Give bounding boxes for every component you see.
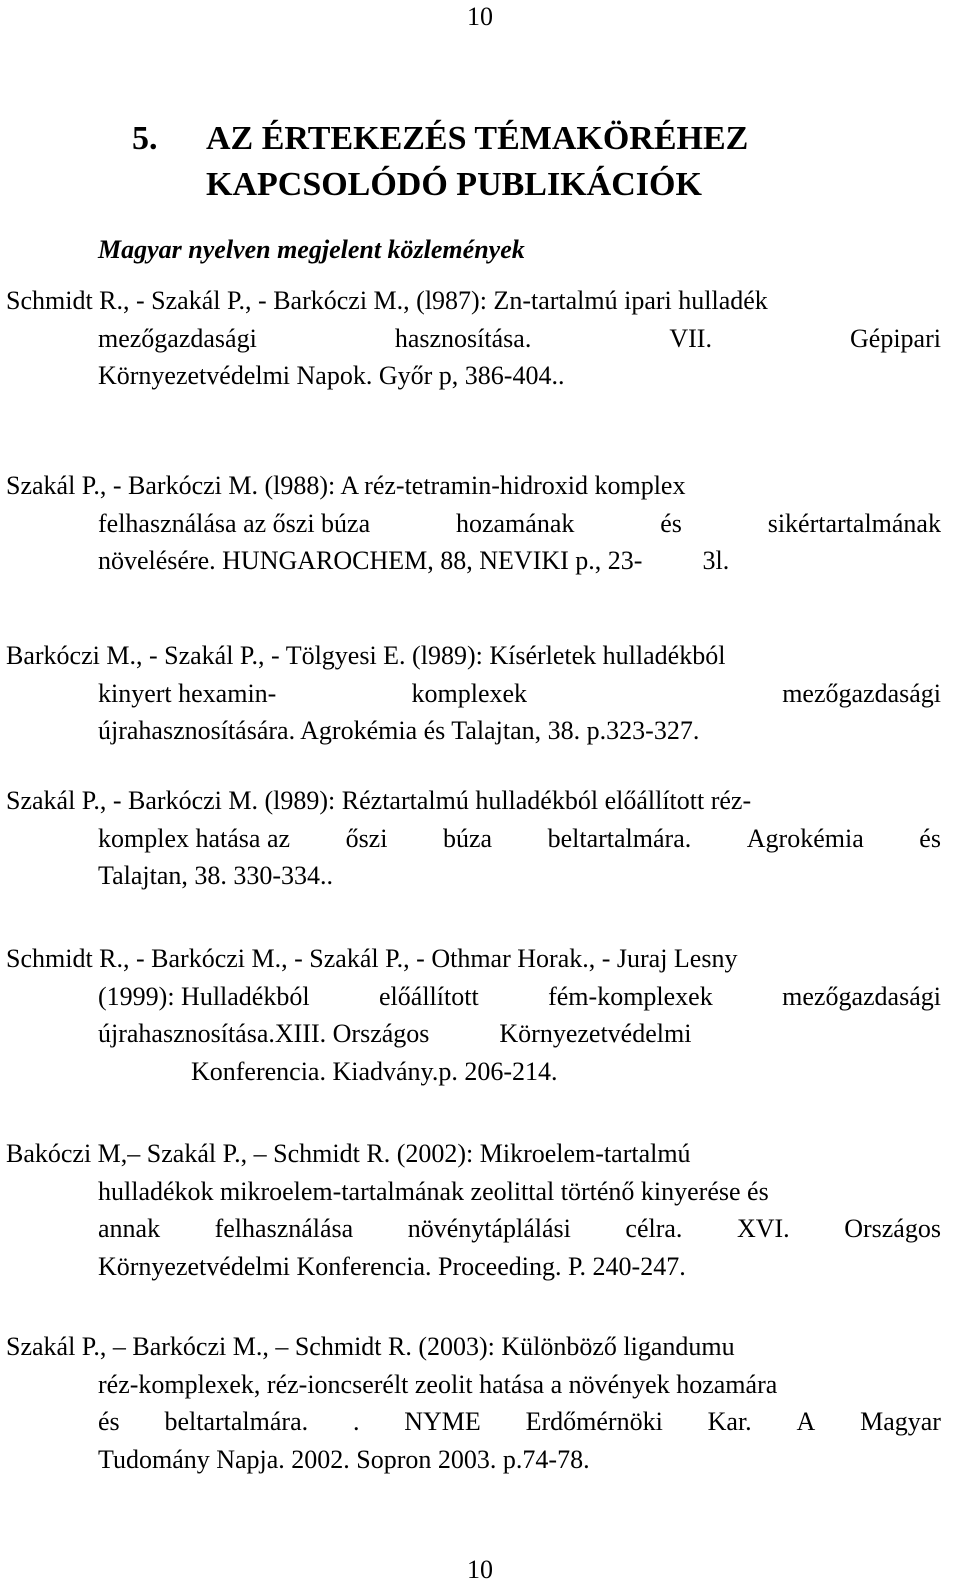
reference-line [6, 1248, 941, 1286]
reference-entry [6, 467, 941, 580]
reference-line [6, 1328, 941, 1366]
reference-line [6, 467, 941, 505]
reference-text: hasznosítása. [394, 323, 532, 353]
reference-text: réz-komplexek, réz-ioncserélt zeolit hatása a növények hozamára [98, 1369, 778, 1399]
reference-text: fém-komplexek [548, 981, 713, 1011]
reference-text: hulladékok mikroelem-tartalmának zeolittal történő kinyerése és [98, 1176, 769, 1206]
reference-text: felhasználása az őszi búza [98, 508, 371, 538]
reference-text: újrahasznosítása.XIII. Országos [98, 1019, 430, 1048]
reference-text: kinyert hexamin- [98, 678, 277, 708]
reference-text: Schmidt R., - Barkóczi M., - Szakál P., - Othmar Horak., - Juraj Lesny [6, 944, 738, 973]
reference-text: Országos [844, 1214, 941, 1243]
reference-text: Gépipari [850, 323, 941, 353]
chapter-heading [132, 116, 748, 208]
reference-text: Barkóczi M., - Szakál P., - Tölgyesi E. (l989): Kísérletek hulladékból [6, 641, 726, 670]
reference-text: sikértartalmának [767, 508, 941, 538]
reference-line [6, 282, 941, 320]
reference-line [6, 1210, 941, 1248]
section-subtitle: Magyar nyelven megjelent közlemények [98, 235, 525, 264]
reference-text: Tudomány Napja. 2002. Sopron 2003. p.74-78. [98, 1444, 590, 1474]
reference-text: beltartalmára. [547, 823, 692, 853]
reference-line [6, 940, 941, 978]
reference-text: és [98, 1407, 120, 1436]
chapter-number: 5. [132, 120, 158, 157]
reference-line [6, 1366, 941, 1404]
reference-text: A [796, 1407, 816, 1436]
reference-text: előállított [379, 981, 479, 1011]
reference-line [6, 712, 941, 750]
reference-text: Konferencia. Kiadvány.p. 206-214. [191, 1056, 558, 1086]
reference-text: mezőgazdasági [782, 678, 941, 708]
reference-text: beltartalmára. [164, 1407, 309, 1436]
reference-text: Kar. [707, 1407, 752, 1436]
reference-text: . [352, 1407, 360, 1436]
reference-text: hozamának [455, 508, 575, 538]
reference-entry [6, 282, 941, 395]
reference-entry [6, 1135, 941, 1285]
reference-line [6, 857, 941, 895]
chapter-title-line1: AZ ÉRTEKEZÉS TÉMAKÖRÉHEZ [206, 120, 749, 157]
reference-line [6, 675, 941, 713]
reference-text: komplexek [411, 678, 528, 708]
page-number-top: 10 [467, 2, 493, 31]
reference-text: Szakál P., - Barkóczi M. (l988): A réz-tetramin-hidroxid komplex [6, 471, 686, 500]
reference-line [6, 1135, 941, 1173]
reference-entry [6, 940, 941, 1090]
page-number-bottom: 10 [467, 1555, 493, 1584]
reference-text: felhasználása [214, 1214, 354, 1243]
reference-text: és [660, 508, 682, 538]
reference-text: Agrokémia [746, 823, 864, 853]
reference-entry [6, 1328, 941, 1478]
reference-text: növelésére. HUNGAROCHEM, 88, NEVIKI p., 23- [98, 546, 643, 575]
reference-text: Környezetvédelmi Napok. Győr p, 386-404.. [98, 361, 565, 390]
reference-line [6, 820, 941, 858]
reference-text: Környezetvédelmi [499, 1019, 692, 1048]
reference-line [6, 978, 941, 1016]
reference-text: őszi [345, 823, 388, 853]
reference-line [6, 1441, 941, 1479]
reference-text: célra. [625, 1214, 683, 1243]
reference-entry [6, 782, 941, 895]
reference-text: Környezetvédelmi Konferencia. Proceeding. P. 240-247. [98, 1251, 686, 1281]
chapter-title-line2: KAPCSOLÓDÓ PUBLIKÁCIÓK [206, 166, 702, 203]
reference-line [6, 1053, 941, 1091]
reference-text: XVI. [736, 1214, 790, 1243]
reference-text: és [919, 823, 941, 853]
reference-entry [6, 637, 941, 750]
reference-text: 3l. [702, 546, 730, 575]
reference-line [6, 505, 941, 543]
reference-text: Schmidt R., - Szakál P., - Barkóczi M., (l987): Zn-tartalmú ipari hulladék [6, 286, 768, 315]
reference-text: Bakóczi M,– Szakál P., – Schmidt R. (2002): Mikroelem-tartalmú [6, 1139, 691, 1168]
reference-text: komplex hatása az [98, 823, 291, 853]
reference-line [6, 1173, 941, 1211]
reference-text: VII. [669, 323, 712, 353]
reference-text: mezőgazdasági [782, 981, 941, 1011]
reference-text: annak [98, 1214, 161, 1243]
reference-text: (1999): Hulladékból [98, 981, 310, 1011]
reference-text: Szakál P., – Barkóczi M., – Schmidt R. (2003): Különböző ligandumu [6, 1332, 735, 1361]
reference-line [6, 1015, 941, 1053]
reference-line [6, 357, 941, 395]
reference-line [6, 782, 941, 820]
reference-text: Szakál P., - Barkóczi M. (l989): Réztartalmú hulladékból előállított réz- [6, 786, 752, 815]
reference-text: búza [442, 823, 493, 853]
reference-text: Magyar [860, 1407, 941, 1436]
reference-text: újrahasznosítására. Agrokémia és Talajtan, 38. p.323-327. [98, 716, 700, 745]
reference-line [6, 320, 941, 358]
reference-text: NYME [404, 1407, 481, 1436]
reference-line [6, 1403, 941, 1441]
reference-line [6, 542, 941, 580]
reference-line [6, 637, 941, 675]
reference-text: növénytáplálási [407, 1214, 571, 1243]
reference-text: mezőgazdasági [98, 323, 257, 353]
reference-text: Talajtan, 38. 330-334.. [98, 861, 334, 890]
reference-text: Erdőmérnöki [525, 1407, 663, 1436]
